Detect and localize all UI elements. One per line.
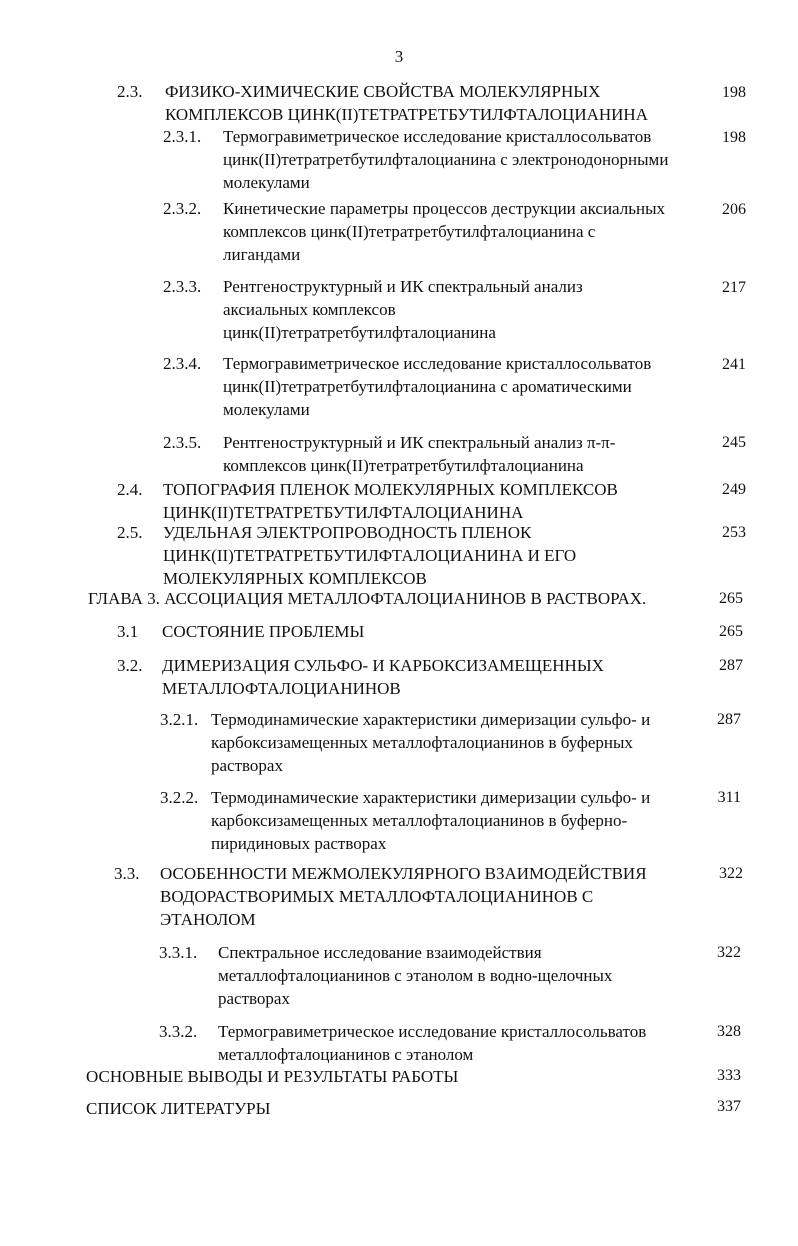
entry-title: Кинетические параметры процессов деструкции аксиальных комплексов цинк(II)тетратретбутилфталоцианина с лигандами [223, 199, 666, 264]
entry-title: СОСТОЯНИЕ ПРОБЛЕМЫ [162, 622, 365, 641]
toc-entry-2-3-2 [163, 197, 723, 266]
toc-entry-references [86, 1097, 686, 1120]
entry-page: 198 [722, 84, 746, 101]
entry-number: 2.3.5. [163, 433, 202, 452]
entry-page: 328 [717, 1023, 741, 1040]
entry-number: 3.3.1. [159, 943, 198, 962]
entry-page: 333 [717, 1067, 741, 1084]
toc-entry-2-5 [117, 521, 697, 590]
entry-number: 2.5. [117, 523, 143, 542]
entry-number: 3.2.1. [160, 710, 199, 729]
entry-title: ФИЗИКО-ХИМИЧЕСКИЕ СВОЙСТВА МОЛЕКУЛЯРНЫХ КОМПЛЕКСОВ ЦИНК(II)ТЕТРАТРЕТБУТИЛФТАЛОЦИАНИНА [165, 82, 648, 124]
entry-page: 322 [717, 944, 741, 961]
entry-page: 287 [719, 657, 743, 674]
toc-entry-conclusions [86, 1065, 686, 1088]
entry-page: 241 [722, 356, 746, 373]
entry-title: ОСОБЕННОСТИ МЕЖМОЛЕКУЛЯРНОГО ВЗАИМОДЕЙСТВИЯ ВОДОРАСТВОРИМЫХ МЕТАЛЛОФТАЛОЦИАНИНОВ С ЭТАНОЛОМ [160, 864, 647, 929]
entry-page: 206 [722, 201, 746, 218]
entry-page: 265 [719, 623, 743, 640]
entry-page: 265 [719, 590, 743, 607]
toc-entry-2-3-3 [163, 275, 723, 344]
toc-entry-2-3 [117, 80, 727, 126]
toc-entry-3-1 [117, 620, 697, 643]
toc-entry-2-3-1 [163, 125, 723, 194]
entry-page: 337 [717, 1098, 741, 1115]
entry-title: Термогравиметрическое исследование кристаллосольватов металлофталоцианинов с этанолом [218, 1022, 647, 1064]
entry-number: 2.3.4. [163, 354, 202, 373]
entry-number: 3.2. [117, 656, 143, 675]
entry-number: 2.3.1. [163, 127, 202, 146]
toc-entry-3-2-2 [160, 786, 715, 855]
entry-title: Термодинамические характеристики димеризации сульфо- и карбоксизамещенных металлофталоцианинов в буферных растворах [211, 710, 651, 775]
entry-page: 287 [717, 711, 741, 728]
toc-entry-3-3-1 [159, 941, 699, 1010]
entry-number: 3.1 [117, 622, 139, 641]
entry-number: 2.4. [117, 480, 143, 499]
entry-page: 249 [722, 481, 746, 498]
entry-number: 2.3.3. [163, 277, 202, 296]
entry-number: 3.3.2. [159, 1022, 198, 1041]
toc-entry-2-3-5 [163, 431, 723, 477]
entry-title: ОСНОВНЫЕ ВЫВОДЫ И РЕЗУЛЬТАТЫ РАБОТЫ [86, 1067, 459, 1086]
entry-title: Рентгеноструктурный и ИК спектральный анализ π-π- комплексов цинк(II)тетратретбутилфталоцианина [223, 433, 616, 475]
entry-title: ДИМЕРИЗАЦИЯ СУЛЬФО- И КАРБОКСИЗАМЕЩЕННЫХ МЕТАЛЛОФТАЛОЦИАНИНОВ [162, 656, 604, 698]
entry-page: 322 [719, 865, 743, 882]
entry-page: 253 [722, 524, 746, 541]
entry-title: СПИСОК ЛИТЕРАТУРЫ [86, 1099, 271, 1118]
entry-title: ГЛАВА 3. АССОЦИАЦИЯ МЕТАЛЛОФТАЛОЦИАНИНОВ В РАСТВОРАХ. [88, 589, 647, 608]
toc-entry-3-3 [114, 862, 714, 931]
entry-title: Термогравиметрическое исследование кристаллосольватов цинк(II)тетратретбутилфталоцианина с ароматическими молекулами [223, 354, 652, 419]
entry-number: 2.3.2. [163, 199, 202, 218]
toc-entry-3-3-2 [159, 1020, 704, 1066]
entry-title: Спектральное исследование взаимодействия металлофталоцианинов с этанолом в водно-щелочных растворах [218, 943, 613, 1008]
toc-entry-3-2-1 [160, 708, 715, 777]
toc-entry-2-4 [117, 478, 697, 524]
entry-number: 2.3. [117, 82, 143, 101]
entry-number: 3.3. [114, 864, 140, 883]
toc-entry-2-3-4 [163, 352, 723, 421]
entry-page: 245 [722, 434, 746, 451]
entry-title: Рентгеноструктурный и ИК спектральный анализ аксиальных комплексов цинк(II)тетратретбутилфталоцианина [223, 277, 583, 342]
entry-page: 217 [722, 279, 746, 296]
entry-title: УДЕЛЬНАЯ ЭЛЕКТРОПРОВОДНОСТЬ ПЛЕНОК ЦИНК(II)ТЕТРАТРЕТБУТИЛФТАЛОЦИАНИНА И ЕГО МОЛЕКУЛЯРНЫХ КОМПЛЕКСОВ [163, 523, 577, 588]
entry-title: ТОПОГРАФИЯ ПЛЕНОК МОЛЕКУЛЯРНЫХ КОМПЛЕКСОВ ЦИНК(II)ТЕТРАТРЕТБУТИЛФТАЛОЦИАНИНА [163, 480, 618, 522]
entry-number: 3.2.2. [160, 788, 199, 807]
entry-title: Термодинамические характеристики димеризации сульфо- и карбоксизамещенных металлофталоцианинов в буферно- пиридиновых растворах [211, 788, 651, 853]
entry-page: 311 [717, 789, 741, 806]
toc-entry-chapter-3 [88, 587, 698, 610]
page-number: 3 [394, 47, 404, 66]
entry-title: Термогравиметрическое исследование кристаллосольватов цинк(II)тетратретбутилфталоцианина с электронодонорными молекулами [223, 127, 669, 192]
toc-entry-3-2 [117, 654, 697, 700]
entry-page: 198 [722, 129, 746, 146]
